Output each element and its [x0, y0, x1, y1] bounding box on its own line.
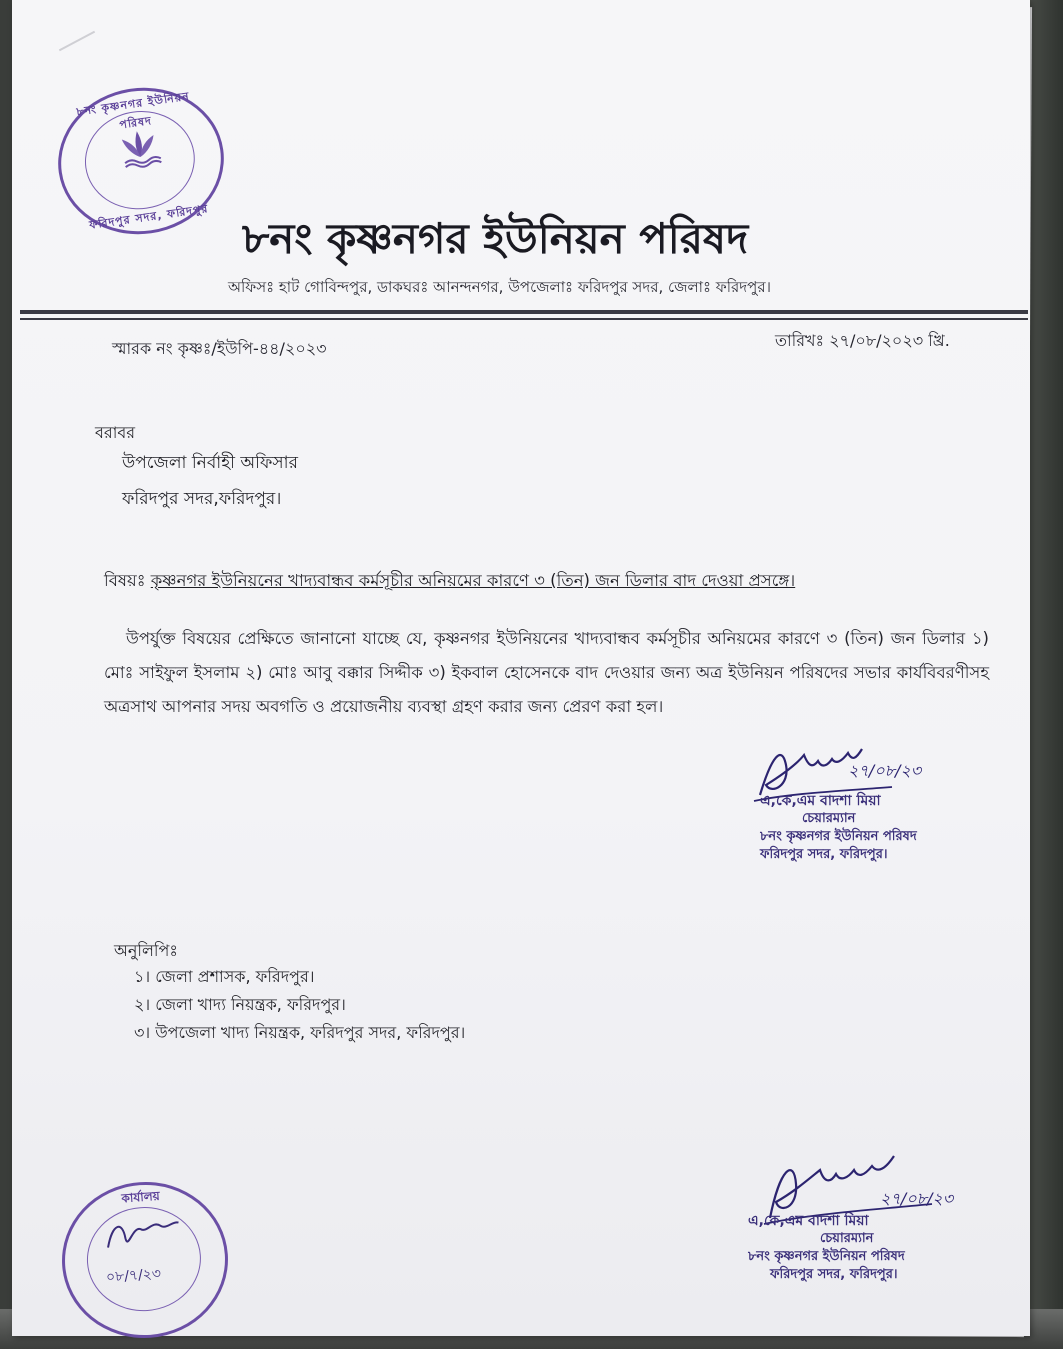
- copy-item: ১। জেলা প্রশাসক, ফরিদপুর।: [134, 967, 315, 986]
- office-seal-text: কার্যালয়: [121, 1188, 161, 1206]
- copy-item: ৩। উপজেলা খাদ্য নিয়ন্ত্রক, ফরিদপুর সদর, ফরিদপুর।: [134, 1023, 466, 1042]
- letter-body: [104, 622, 989, 724]
- memo-date: তারিখঃ ২৭/০৮/২০২৩ খ্রি.: [775, 331, 950, 350]
- signatory-designation: চেয়ারম্যান: [802, 811, 856, 826]
- recipient-location: ফরিদপুর সদর,ফরিদপুর।: [122, 489, 282, 509]
- subject-line: [104, 568, 984, 595]
- subject-label: বিষয়ঃ: [104, 571, 151, 590]
- seal-text-bottom: ফরিদপুর সদর, ফরিদপুর: [88, 202, 210, 232]
- signatory-name: এ,কে,এম বাদশা মিয়া: [748, 1213, 869, 1229]
- signature-2-date: ২৭/০৮/২৩: [880, 1189, 954, 1208]
- paper-crease: [59, 31, 95, 52]
- copy-item: ২। জেলা খাদ্য নিয়ন্ত্রক, ফরিদপুর।: [134, 995, 346, 1014]
- signatory-designation: চেয়ারম্যান: [820, 1231, 874, 1246]
- office-seal-date: ০৮/৭/২৩: [105, 1265, 162, 1286]
- signatory-place: ফরিদপুর সদর, ফরিদপুর।: [770, 1267, 898, 1282]
- body-paragraph: উপর্যুক্ত বিষয়ের প্রেক্ষিতে জানানো যাচ্ছে যে, কৃষ্ণনগর ইউনিয়নের খাদ্যবান্ধব কর্মসূচীর অনিয়মের কারণে ৩ (তিন) জন ডিলার ১) মোঃ সাইফুল ইসলাম ২) মোঃ আবু বক্কার সিদ্দীক ৩) ইকবাল হোসেনকে বাদ দেওয়ার জন্য অত্র ইউনিয়ন পরিষদের সভার কার্যবিবরণীসহ অত্রসাথ আপনার সদয় অবগতি ও প্রয়োজনীয় ব্যবস্থা গ্রহণ করার জন্য প্রেরণ করা হল।: [104, 629, 989, 716]
- signature-block-1: [760, 792, 980, 864]
- signatory-organization: ৮নং কৃষ্ণনগর ইউনিয়ন পরিষদ: [760, 829, 917, 844]
- header-divider-thick: [20, 310, 1028, 314]
- letterhead-title: ৮নং কৃষ্ণনগর ইউনিয়ন পরিষদ: [242, 214, 749, 263]
- signature-1-date: ২৭/০৮/২৩: [848, 761, 922, 780]
- seal-text-top: ৮নং কৃষ্ণনগর ইউনিয়ন পরিষদ: [75, 89, 191, 132]
- copies-label: অনুলিপিঃ: [114, 941, 178, 960]
- recipient-designation: উপজেলা নির্বাহী অফিসার: [122, 453, 298, 473]
- subject-text: কৃষ্ণনগর ইউনিয়নের খাদ্যবান্ধব কর্মসূচীর অনিয়মের কারণে ৩ (তিন) জন ডিলার বাদ দেওয়া প্রসঙ্গে।: [150, 571, 796, 590]
- recipient-label: বরাবর: [95, 423, 136, 442]
- header-divider-thin: [20, 318, 1028, 320]
- seal-initials-scribble: [102, 1212, 185, 1257]
- memo-number: স্মারক নং কৃষ্ণঃ/ইউপি-৪৪/২০২৩: [112, 339, 327, 358]
- signatory-place: ফরিদপুর সদর, ফরিদপুর।: [760, 847, 888, 862]
- signature-block-2: [748, 1212, 988, 1284]
- signatory-name: এ,কে,এম বাদশা মিয়া: [760, 793, 881, 809]
- lotus-icon: [114, 122, 164, 172]
- signatory-organization: ৮নং কৃষ্ণনগর ইউনিয়ন পরিষদ: [748, 1249, 905, 1264]
- letterhead-address: অফিসঃ হাট গোবিন্দপুর, ডাকঘরঃ আনন্দনগর, উপজেলাঃ ফরিদপুর সদর, জেলাঃ ফরিদপুর।: [228, 278, 771, 296]
